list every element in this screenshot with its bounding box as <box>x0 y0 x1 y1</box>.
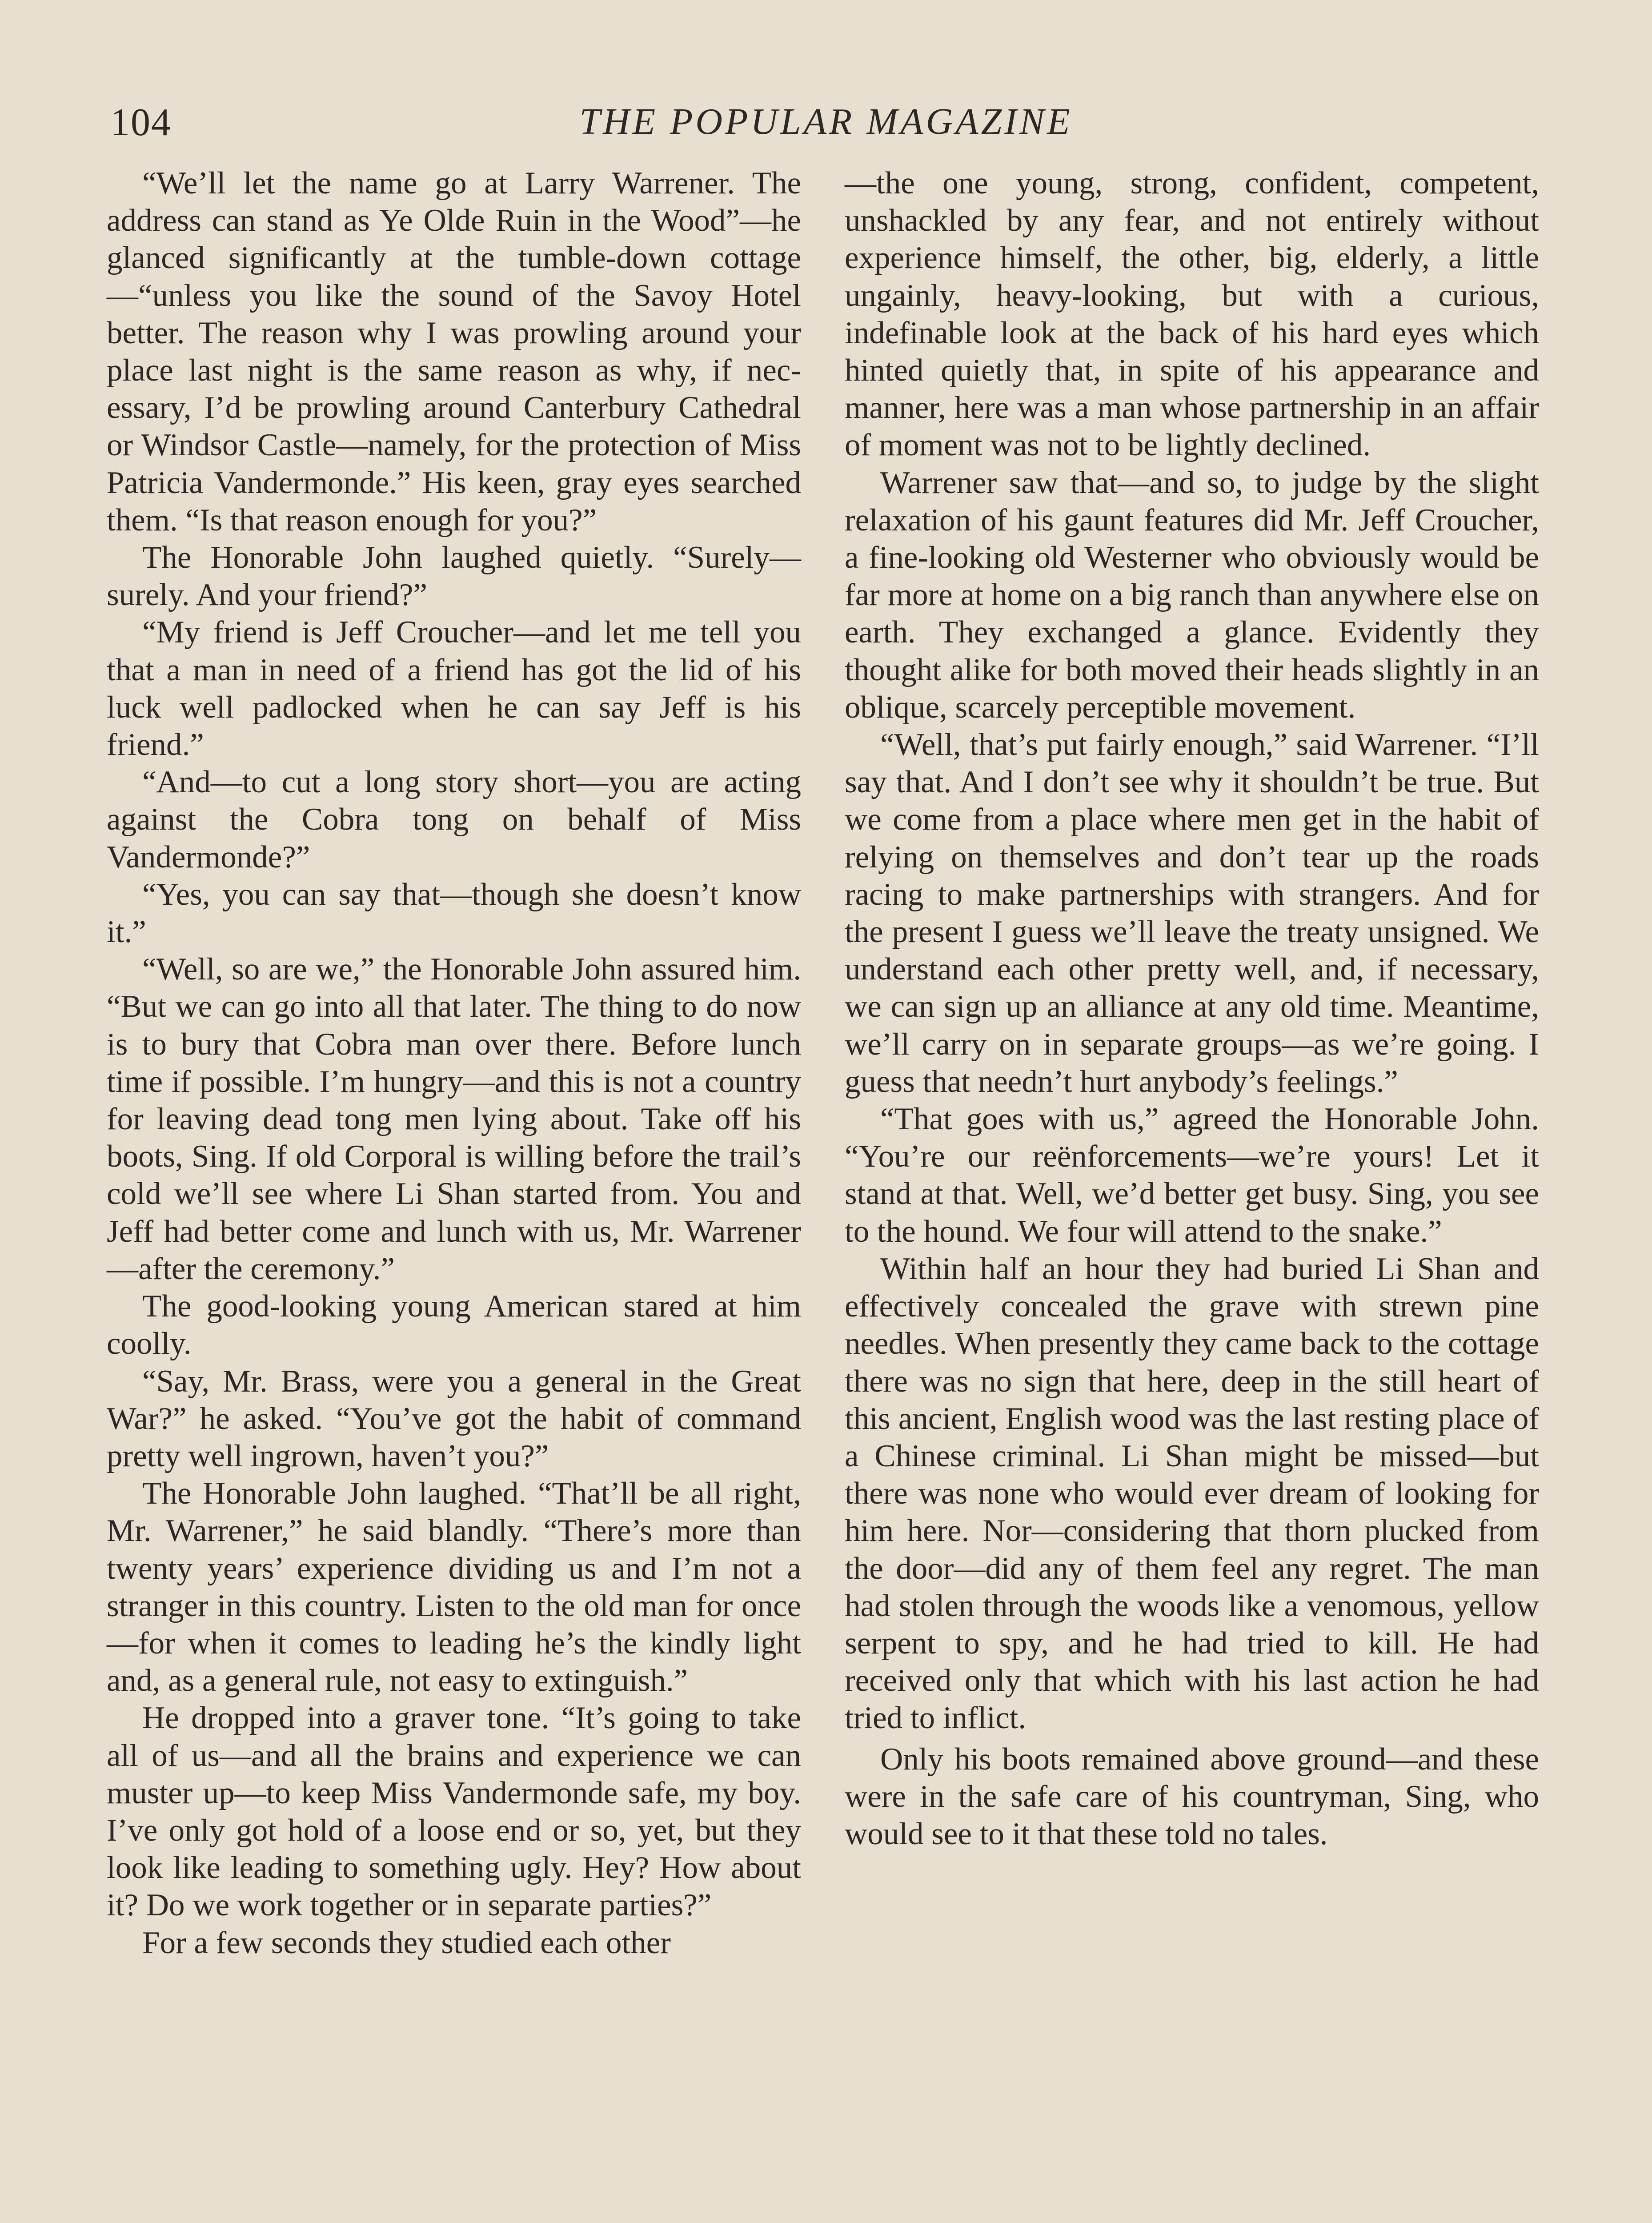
left-column <box>107 165 801 1962</box>
paragraph: For a few seconds they studied each other <box>142 1925 671 1960</box>
page-header <box>110 100 1542 149</box>
paragraph: “Well, so are we,” the Honorable John assured him. “But we can go into all that later. The thing to do now is to bury that Cobra man over there. Before lunch time if possible. I’m hungry—and this is not a country for leaving dead tong men lying about. Take off his boots, Sing. If old Corporal is willing before the trail’s cold we’ll see where Li Shan started from. You and Jeff had better come and lunch with us, Mr. Warrener—after the ceremony.” <box>107 952 801 1286</box>
paragraph: The good-looking young American stared at him coolly. <box>107 1289 801 1361</box>
right-column <box>845 165 1539 1853</box>
paragraph: “That goes with us,” agreed the Honorable John. “You’re our reënforcements—we’re yours! Let it stand at that. Well, we’d better get busy. Sing, you see to the hound. We four will attend to the snake.” <box>845 1102 1539 1249</box>
running-title: THE POPULAR MAGAZINE <box>579 101 1073 142</box>
paragraph: The Honorable John laughed. “That’ll be all right, Mr. Warrener,” he said blandly. “There’s more than twenty years’ experience dividing us and I’m not a stranger in this country. Listen to the old man for once—for when it comes to leading he’s the kindly light and, as a general rule, not easy to extinguish.” <box>107 1476 801 1698</box>
paragraph: “And—to cut a long story short—you are acting against the Cobra tong on behalf of Miss Vandermonde?” <box>107 765 801 875</box>
paragraph: “Well, that’s put fairly enough,” said Warrener. “I’ll say that. And I don’t see why it shouldn’t be true. But we come from a place where men get in the habit of relying on themselves and don’t tear up the roads racing to make partnerships with strangers. And for the present I guess we’ll leave the treaty unsigned. We understand each other pretty well, and, if necessary, we can sign up an alliance at any old time. Meantime, we’ll carry on in separate groups—as we’re going. I guess that needn’t hurt anybody’s feelings.” <box>845 727 1539 1099</box>
paragraph: “Yes, you can say that—though she doesn’t know it.” <box>107 877 801 950</box>
paragraph: He dropped into a graver tone. “It’s going to take all of us—and all the brains and experience we can muster up—to keep Miss Vandermonde safe, my boy. I’ve only got hold of a loose end or so, yet, but they look like leading to something ugly. Hey? How about it? Do we work together or in separate parties?” <box>107 1701 801 1923</box>
paragraph: —the one young, strong, confident, competent, unshackled by any fear, and not entirely without experience himself, the other, big, elderly, a little ungainly, heavy-looking, but with a curious, indefinable look at the back of his hard eyes which hinted quietly that, in spite of his appearance and manner, here was a man whose partnership in an affair of moment was not to be lightly declined. <box>845 166 1539 463</box>
paragraph: Warrener saw that—and so, to judge by the slight relaxation of his gaunt features did Mr. Jeff Croucher, a fine-looking old Westerner who obviously would be far more at home on a big ranch than anywhere else on earth. They exchanged a glance. Evidently they thought alike for both moved their heads slightly in an oblique, scarcely perceptible movement. <box>845 465 1539 725</box>
paragraph: Within half an hour they had buried Li Shan and effectively concealed the grave with strewn pine needles. When presently they came back to the cottage there was no sign that here, deep in the still heart of this ancient, English wood was the last resting place of a Chinese criminal. Li Shan might be missed—but there was none who would ever dream of looking for him here. Nor—considering that thorn plucked from the door—did any of them feel any regret. The man had stolen through the woods like a venomous, yellow serpent to spy, and he had tried to kill. He had received only that which with his last action he had tried to inflict. <box>845 1251 1539 1736</box>
page-number: 104 <box>110 101 172 144</box>
paragraph: Only his boots remained above ground—and these were in the safe care of his countryman, Sing, who would see to it that these told no tales. <box>845 1741 1539 1851</box>
paragraph: The Honorable John laughed quietly. “Surely—surely. And your friend?” <box>107 540 801 613</box>
paragraph: “We’ll let the name go at Larry Warrener. The address can stand as Ye Olde Ruin in the Wood”—he glanced significantly at the tumble-down cottage—“unless you like the sound of the Savoy Hotel better. The reason why I was prowling around your place last night is the same reason as why, if necessary, I’d be prowling around Canterbury Cathedral or Windsor Castle—namely, for the protection of Miss Patricia Vandermonde.” His keen, gray eyes searched them. “Is that reason enough for you?” <box>107 166 801 538</box>
paragraph: “My friend is Jeff Croucher—and let me tell you that a man in need of a friend has got the lid of his luck well padlocked when he can say Jeff is his friend.” <box>107 615 801 762</box>
paragraph: “Say, Mr. Brass, were you a general in the Great War?” he asked. “You’ve got the habit of command pretty well ingrown, haven’t you?” <box>107 1364 801 1473</box>
